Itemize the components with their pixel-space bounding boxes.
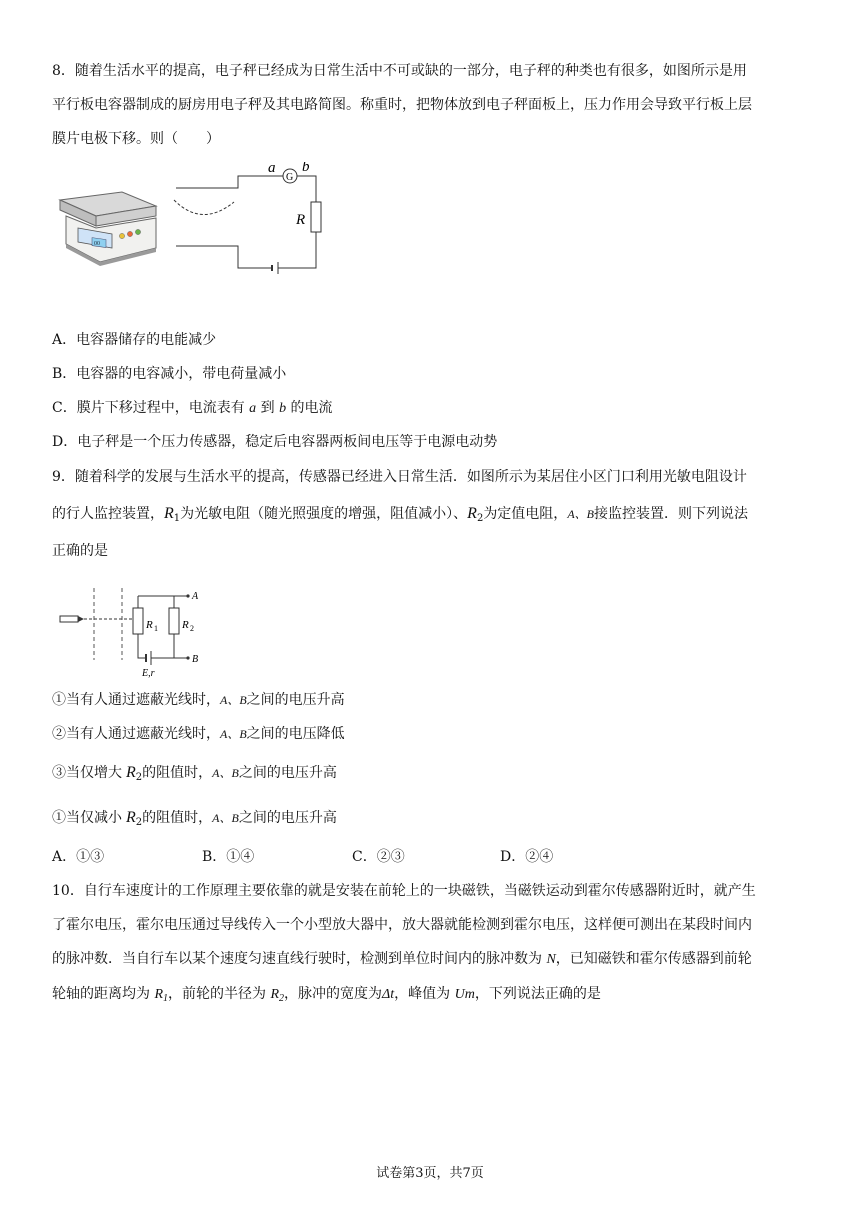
membrane-dashed-curve (174, 200, 234, 215)
q10-dt: Δt (382, 987, 395, 1002)
label-b: b (302, 162, 310, 175)
label-r2-sub: 2 (190, 624, 194, 633)
q9-s1-post: 之间的电压升高 (246, 692, 345, 708)
label-r1-sub: 1 (154, 624, 158, 633)
q9-stem-line3: 正确的是 (52, 543, 108, 559)
q8-option-c-mid: 到 (256, 400, 280, 416)
page-footer: 试卷第3页，共7页 (376, 1166, 484, 1181)
q10-r2: R (270, 987, 280, 1002)
resistor-r1 (133, 608, 143, 634)
q10-r1: R (154, 987, 164, 1002)
q10-n: N (546, 952, 556, 967)
label-terminal-a: A (192, 591, 199, 602)
q9-s4-end: 之间的电压升高 (238, 810, 337, 826)
q9-s3-pre: ③当仅增大 (52, 765, 122, 781)
q9-option-c: C．②③ (352, 849, 405, 865)
q8-option-c (52, 397, 812, 420)
q9-line2-mid: 为光敏电阻（随光照强度的增强，阻值减小）、 (180, 506, 468, 522)
label-er: E,r (142, 668, 155, 679)
q10-r1-sub: 1 (163, 993, 169, 1004)
q8-option-d: D．电子秤是一个压力传感器，稳定后电容器两板间电压等于电源电动势 (52, 434, 498, 450)
q10-line4-mid: ，前轮的半径为 (168, 986, 271, 1002)
q9-r1-sub: 1 (173, 513, 181, 524)
q10-line3-pre: 的脉冲数．当自行车以某个速度匀速直线行驶时，检测到单位时间内的脉冲数为 (52, 951, 547, 967)
q8-option-b: B．电容器的电容减小，带电荷量减小 (52, 366, 287, 382)
q9-s3-r2-sub: 2 (135, 772, 143, 783)
label-a: a (268, 162, 276, 176)
q10-stem-line1: 10．自行车速度计的工作原理主要依靠的就是安装在前轮上的一块磁铁，当磁铁运动到霍尔传感器附近时，就产生 (52, 883, 756, 899)
q9-stem-line2 (52, 503, 812, 530)
q9-option-d: D．②④ (500, 849, 554, 865)
q9-s3-end: 之间的电压升高 (238, 765, 337, 781)
q9-s4-r2-sub: 2 (135, 817, 143, 828)
q9-statement-1 (52, 689, 812, 711)
q9-s1-pre: ①当有人通过遮蔽光线时， (52, 692, 220, 708)
q10-line3-post: ，已知磁铁和霍尔传感器到前轮 (555, 951, 752, 967)
q9-s2-pre: ②当有人通过遮蔽光线时， (52, 726, 220, 742)
q10-line4-mid3: ，峰值为 (394, 986, 455, 1002)
q8-figure (52, 162, 342, 282)
resistor-r2 (169, 608, 179, 634)
q9-figure (58, 584, 218, 680)
q9-line2-pre: 的行人监控装置， (52, 506, 164, 522)
q9-stem-line1: 9．随着科学的发展与生活水平的提高，传感器已经进入日常生活．如图所示为某居住小区门口利用光敏电阻设计 (52, 469, 747, 485)
label-g: G (286, 172, 294, 183)
q8-option-c-b: b (279, 401, 287, 416)
q9-line2-mid2: 为定值电阻， (483, 506, 568, 522)
q8-option-a: A．电容器储存的电能减少 (52, 332, 217, 348)
q8-option-c-post: 的电流 (286, 400, 333, 416)
q10-line4-mid2: ，脉冲的宽度为 (284, 986, 383, 1002)
q8-option-c-text: C．膜片下移过程中，电流表有 (52, 400, 250, 416)
q9-ab: A、B (567, 507, 594, 521)
q9-option-b: B．①④ (202, 849, 255, 865)
q9-s3-r2: R (126, 764, 136, 781)
q8-option-c-a: a (249, 401, 257, 416)
q10-um: Um (454, 987, 475, 1002)
q9-s2-post: 之间的电压降低 (246, 726, 345, 742)
q10-stem-line4 (52, 983, 812, 1010)
q9-s1-ab: A、B (220, 693, 247, 707)
q8-stem-line3: 膜片电极下移。则（ ） (52, 131, 220, 147)
label-r2: R (182, 619, 189, 631)
q9-line2-post: 接监控装置．则下列说法 (593, 506, 748, 522)
q9-option-a: A．①③ (52, 849, 105, 865)
q9-r1: R (164, 505, 174, 522)
q9-s3-post: 的阻值时， (142, 765, 213, 781)
q8-stem-line2: 平行板电容器制成的厨房用电子秤及其电路简图。称重时，把物体放到电子秤面板上，压力作用会导致平行板上层 (52, 97, 752, 113)
q8-stem-line1: 8．随着生活水平的提高，电子秤已经成为日常生活中不可或缺的一部分，电子秤的种类也有很多，如图所示是用 (52, 63, 747, 79)
light-source-icon (60, 616, 84, 622)
q10-r2-sub: 2 (279, 993, 285, 1004)
q10-line4-post: ，下列说法正确的是 (474, 986, 601, 1002)
q10-stem-line2: 了霍尔电压，霍尔电压通过导线传入一个小型放大器中，放大器就能检测到霍尔电压，这样便可测出在某段时间内 (52, 917, 752, 933)
scale-display: 00 (94, 241, 100, 247)
q9-s4-post: 的阻值时， (142, 810, 213, 826)
q9-s3-ab: A、B (212, 766, 239, 780)
q9-r2: R (467, 505, 477, 522)
q10-line4-pre: 轮轴的距离均为 (52, 986, 155, 1002)
resistor-r (311, 202, 321, 232)
q10-stem-line3 (52, 948, 812, 971)
q9-statement-2 (52, 723, 812, 745)
electronic-scale-icon (60, 192, 156, 266)
q9-s4-ab: A、B (212, 811, 239, 825)
q9-s2-ab: A、B (220, 727, 247, 741)
q9-s4-r2: R (126, 809, 136, 826)
label-r: R (296, 212, 306, 228)
q9-statement-4 (52, 807, 812, 834)
q9-r2-sub: 2 (476, 513, 484, 524)
label-terminal-b: B (192, 654, 199, 665)
q9-s4-pre: ①当仅减小 (52, 810, 122, 826)
label-r1: R (146, 619, 153, 631)
q9-statement-3 (52, 762, 812, 789)
